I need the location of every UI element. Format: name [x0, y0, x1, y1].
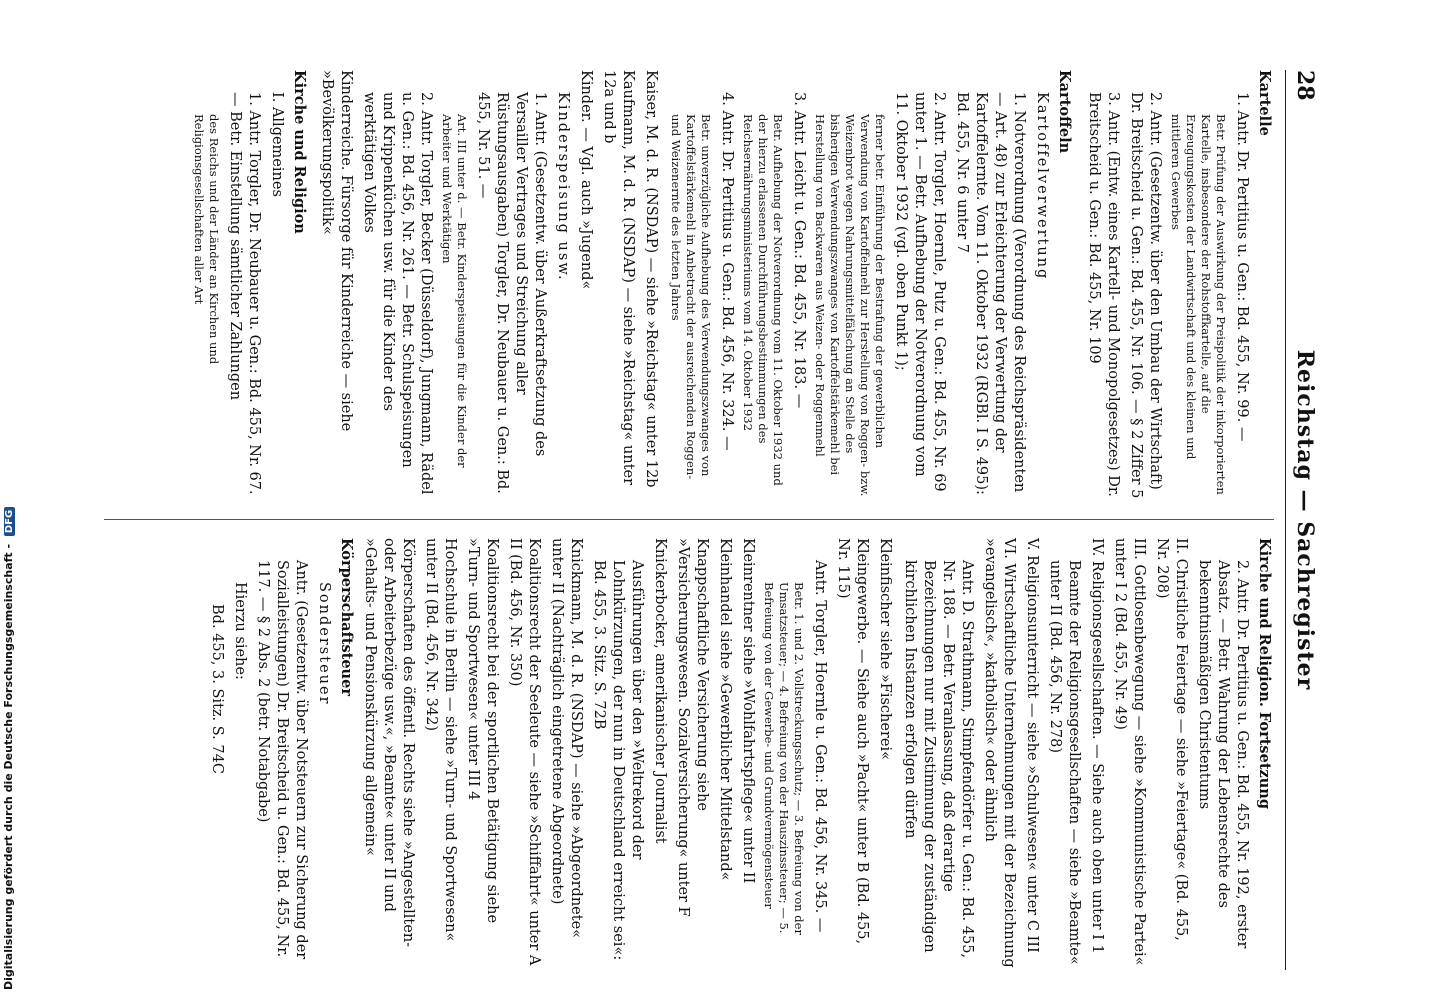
entry-koerperschaften: Körperschaften des öffentl. Rechts siehe »Angestellten- oder Arbeiterbezüge usw.«, »Beamte« unter II und »Gehalts- und Pensionskürzung allgemein«	[362, 538, 416, 948]
entry-kleinhandel: Kleinhandel siehe »Gewerblicher Mittelstand«	[717, 538, 733, 881]
entry-knappschaft: Knappschaftliche Versicherung siehe »Versicherungswesen. Sozialversicherung« unter F	[675, 538, 710, 917]
page-header	[1285, 70, 1326, 970]
heading-kirche: Kirche und Religion	[291, 70, 308, 234]
entry-ks2: 2. Antr. Torgler, Becker (Düsseldorf), Jungmann, Rädel u. Gen.: Bd. 456, Nr. 261. — Betr. Schulspeisungen und Krippenküchen usw. für die Kinder des werktätigen Volkes	[361, 92, 434, 495]
entry-knickmann: Knickmann, M. d. R. (NSDAP) — siehe »Abgeordnete« unter II (Nachträglich eingetretene Abgeordnete)	[549, 538, 584, 939]
right-column	[203, 538, 1274, 968]
entry-kv4-sub: Betr. unverzügliche Aufhebung des Verwendungszwanges von Kartoffelstärkemehl in Anbetracht der ausreichenden Roggen- und Weizenernte des letzten Jahres	[669, 114, 713, 480]
entry-rVI-a: Antr. D. Strathmann, Stimpfendörfer u. Gen.: Bd. 455, Nr. 188. — Betr. Veranlassung, daß derartige Bezeichnungen nur mit Zustimmung der zuständigen kirchlichen Instanzen erfolgen dürfen	[902, 560, 975, 959]
heading-kartoffeln: Kartoffeln	[1056, 70, 1073, 154]
entry-kleingewerbe: Kleingewerbe. — Siehe auch »Pacht« unter B (Bd. 455, Nr. 115)	[835, 538, 870, 945]
entry-kv2-sub: ferner betr. Einführung der Bestrafung der gewerblichen Verwendung von Kartoffelmehl zur Herstellung von Roggen- bzw. Weizenbrot wegen Nahrungsmittelfälschung an Stelle des bisherigen Verwendungszwanges von Kartoffelstärkemehl bei Herstellung von Backwaren aus Weizen- oder Roggenmehl	[813, 114, 887, 497]
entry-ks1-sub: Art. III unter d. — Betr. Kinderspeisungen für die Kinder der Arbeiter und Werktätigen	[440, 114, 469, 468]
page-number: 28	[1292, 70, 1318, 101]
digitization-credit	[2, 507, 15, 990]
entry-kv3-sub: Betr. Aufhebung der Notverordnung vom 11. Oktober 1932 und der hierzu erlassenen Durchführungsbestimmungen des Reichsernährungsministeriums vom 14. Oktober 1932	[741, 114, 785, 486]
entry-ks1: 1. Antr. (Gesetzentw. über Außerkraftsetzung des Versailler Vertrages und Streichung aller Rüstungsausgaben) Torgler, Dr. Neubauer u. Gen.: Bd. 455, Nr. 51. —	[475, 92, 548, 494]
entry-rIV-sub: Beamte der Religionsgesellschaften — siehe »Beamte« unter II (Bd. 456, Nr. 278)	[1047, 560, 1082, 965]
entry-koalitionsrecht-2: Koalitionsrecht bei der sportlichen Betätigung siehe »Turn- und Sportwesen« unter III 4	[465, 538, 500, 924]
entry-kleinfischer: Kleinfischer siehe »Fischerei«	[877, 538, 893, 760]
subheading-kinderspeisung: Kinderspeisung usw.	[555, 92, 571, 282]
entry-kinderreiche: Kinderreiche. Fürsorge für Kinderreiche — siehe »Bevölkerungspolitik«	[319, 70, 354, 432]
entry-r2: 2. Antr. Dr. Pertitius u. Gen.: Bd. 455, Nr. 192, erster Absatz. — Betr. Wahrung der Lebensrechte des bekenntnismäßigen Christentums	[1196, 560, 1250, 949]
entry-hierzu-ref: Bd. 455, 3. Sitz. S. 74C	[209, 604, 225, 774]
entry-kleinrentner: Kleinrentner siehe »Wohlfahrtspflege« unter II	[740, 538, 756, 884]
heading-koerperschaftsteuer: Körperschaftsteuer	[338, 538, 355, 696]
entry-kv3: 3. Antr. Leicht u. Gen.: Bd. 455, Nr. 183. —	[791, 92, 807, 409]
entry-kr1-sub: des Reichs und der Länder an Kirchen und Religionsgesellschaften aller Art	[192, 114, 221, 365]
entry-rIV: IV. Religionsgesellschaften. — Siehe auch oben unter I 1	[1089, 538, 1105, 954]
entry-k1-sub: Betr. Prüfung der Auswirkung der Preispolitik der inkorporierten Kartelle, insbesondere der Rohstoffkartelle, auf die Erzeugungskosten der Landwirtschaft und des kleinen und mittleren Gewerbes	[1169, 114, 1228, 495]
entry-k2: 2. Antr. (Gesetzentw. über den Umbau der Wirtschaft) Dr. Breitscheid u. Gen.: Bd. 455, Nr. 106. — § 2 Ziffer 5	[1128, 92, 1163, 499]
entry-knickerbocker: Knickerbocker, amerikanischer Journalist	[652, 538, 668, 844]
entry-rIII: III. Gottlosenbewegung — siehe »Kommunistische Partei« unter I 2 (Bd. 455, Nr. 49)	[1112, 538, 1147, 966]
entry-kr-I: I. Allgemeines	[269, 92, 285, 197]
credit-text: Digitalisierung gefördert durch die Deutsche Forschungsgemeinschaft -	[2, 543, 15, 990]
entry-kinder: Kinder. — Vgl. auch »Jugend«	[578, 70, 594, 290]
entry-rVI: VI. Wirtschaftliche Unternehmungen mit der Bezeichnung »evangelisch«, »katholisch« oder ähnlich	[982, 538, 1017, 968]
heading-kirche-cont: Kirche und Religion. Fortsetzung	[1256, 538, 1273, 809]
entry-rV: V. Religionsunterricht — siehe »Schulwesen« unter C III	[1024, 538, 1040, 953]
column-divider	[104, 519, 1274, 520]
running-head: Reichstag — Sachregister	[1292, 349, 1318, 691]
entry-k1: 1. Antr. Dr. Pertitius u. Gen.: Bd. 455, Nr. 99. —	[1234, 92, 1250, 442]
entry-kaufmann: Kaufmann, M. d. R. (NSDAP) — siehe »Reichstag« unter 12a und b	[601, 70, 636, 486]
entry-st-a: Antr. (Gesetzentw. über Notsteuern zur Sicherung der Sozialleistungen) Dr. Breitscheid u. Gen.: Bd. 455, Nr. 117. — § 2 Abs. 2 (betr. Notabgabe)	[255, 560, 309, 960]
entry-k3: 3. Antr. (Entw. eines Kartell- und Monopolgesetzes) Dr. Breitscheid u. Gen.: Bd. 455, Nr. 109	[1086, 92, 1121, 497]
entry-kr1: 1. Antr. Torgler, Dr. Neubauer u. Gen.: Bd. 455, Nr. 67. — Betr. Einstellung sämtlicher Zahlungen	[227, 92, 262, 495]
entry-kv1: 1. Notverordnung (Verordnung des Reichspräsidenten — Art. 48) zur Erleichterung der Verwertung der Kartoffelernte. Vom 11. Oktober 1932 (RGBl. I S. 495): Bd. 455, Nr. 6 unter 7	[954, 92, 1027, 495]
entry-kleingewerbe-sub: Betr. 1. und 2. Vollstreckungsschutz; — 3. Befreiung von der Umsatzsteuer; — 4. Befreiung von der Hauszinssteuer; — 5. Befreiung von der Gewerbe- und Grundvermögensteuer	[762, 582, 806, 935]
entry-kv2: 2. Antr. Torgler, Hoernle, Putz u. Gen.: Bd. 455, Nr. 69 unter 1. — Betr. Aufhebung der Notverordnung vom 11. Oktober 1932 (vgl. oben Punkt 1);	[893, 92, 947, 492]
entry-hochschule: Hochschule in Berlin — siehe »Turn- und Sportwesen« unter II (Bd. 456, Nr. 342)	[423, 538, 458, 942]
left-column	[187, 70, 1274, 500]
entry-knickerbocker-sub: Ausführungen über den »Weltrekord der Lohnkürzungen, der nun in Deutschland erreicht sei«: Bd. 455, 3. Sitz. S. 72B	[591, 560, 645, 961]
entry-kaiser: Kaiser, M. d. R. (NSDAP) — siehe »Reichstag« unter 12b	[643, 70, 659, 488]
entry-rII: II. Christliche Feiertage — siehe »Feiertage« (Bd. 455, Nr. 208)	[1154, 538, 1189, 941]
entry-hierzu: Hierzu siehe:	[232, 582, 248, 680]
subheading-kartoffelverwertung: Kartoffelverwertung	[1034, 92, 1050, 281]
page-content	[106, 70, 1326, 970]
entry-koalitionsrecht-1: Koalitionsrecht der Seeleute — siehe »Schiffahrt« unter A II (Bd. 456, Nr. 350)	[507, 538, 542, 966]
heading-kartelle: Kartelle	[1256, 70, 1273, 136]
dfg-logo-icon: DFG	[4, 507, 15, 536]
subheading-sondersteuer: Sondersteuer	[316, 582, 332, 706]
entry-kleingewerbe-a: Antr. Torgler, Hoernle u. Gen.: Bd. 456, Nr. 345. —	[812, 560, 828, 933]
entry-kv4: 4. Antr. Dr. Pertitius u. Gen.: Bd. 456, Nr. 324. —	[719, 92, 735, 451]
